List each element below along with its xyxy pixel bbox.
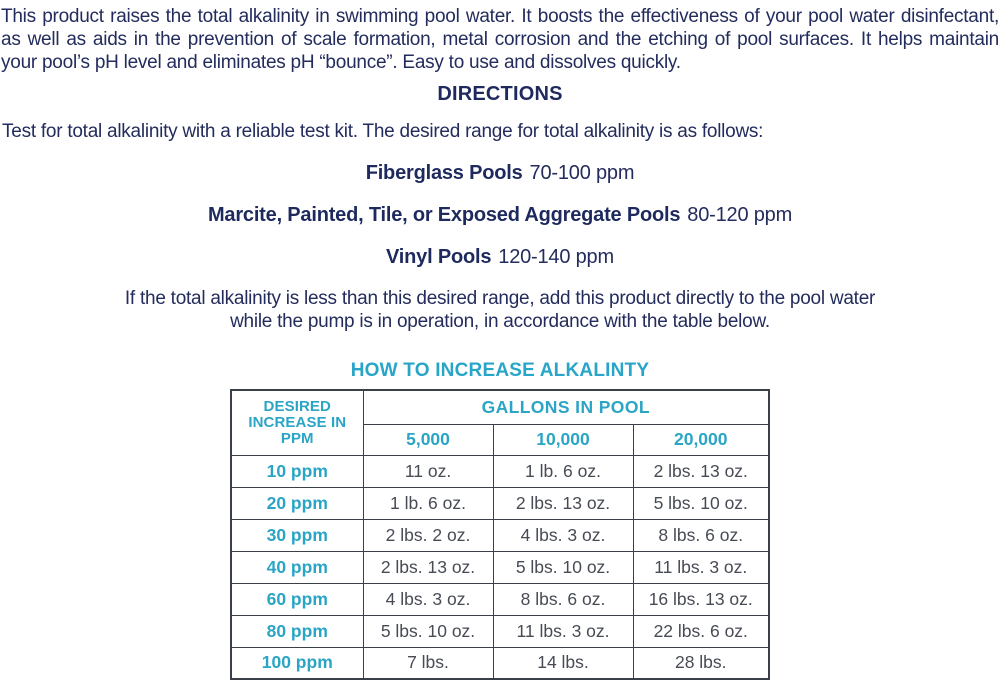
dose-cell: 7 lbs.	[363, 647, 493, 679]
dose-cell: 14 lbs.	[493, 647, 633, 679]
pool-range-value: 70-100 ppm	[529, 162, 635, 184]
table-header-row	[231, 390, 769, 424]
dose-cell: 4 lbs. 3 oz.	[493, 519, 633, 551]
table-row	[231, 647, 769, 679]
table-row	[231, 551, 769, 583]
alkalinity-dosing-table	[230, 389, 770, 680]
dose-cell: 11 lbs. 3 oz.	[633, 551, 769, 583]
dose-cell: 2 lbs. 13 oz.	[633, 455, 769, 487]
dose-cell: 22 lbs. 6 oz.	[633, 615, 769, 647]
dose-cell: 1 lb. 6 oz.	[363, 487, 493, 519]
dose-cell: 8 lbs. 6 oz.	[493, 583, 633, 615]
table-row	[231, 519, 769, 551]
table-title: HOW TO INCREASE ALKALINTY	[350, 360, 650, 381]
gallon-size-5000: 5,000	[363, 424, 493, 455]
dose-cell: 5 lbs. 10 oz.	[633, 487, 769, 519]
desired-increase-header: DESIRED INCREASE IN PPM	[231, 390, 363, 455]
dose-cell: 8 lbs. 6 oz.	[633, 519, 769, 551]
pool-range-marcite	[0, 204, 1000, 227]
ppm-cell: 60 ppm	[231, 583, 363, 615]
pool-range-fiberglass	[0, 162, 1000, 185]
table-row	[231, 615, 769, 647]
ppm-cell: 10 ppm	[231, 455, 363, 487]
ppm-cell: 80 ppm	[231, 615, 363, 647]
dose-cell: 11 oz.	[363, 455, 493, 487]
dose-cell: 11 lbs. 3 oz.	[493, 615, 633, 647]
ppm-cell: 20 ppm	[231, 487, 363, 519]
pool-range-value: 80-120 ppm	[687, 204, 793, 226]
dose-cell: 5 lbs. 10 oz.	[493, 551, 633, 583]
table-row	[231, 455, 769, 487]
dose-cell: 2 lbs. 13 oz.	[363, 551, 493, 583]
ppm-cell: 30 ppm	[231, 519, 363, 551]
pool-range-label: Vinyl Pools	[386, 246, 492, 268]
dosing-note: If the total alkalinity is less than this desired range, add this product directly to the pool water while the pump is in operation, in accordance with the table below.	[124, 288, 876, 332]
dose-cell: 2 lbs. 2 oz.	[363, 519, 493, 551]
gallon-size-10000: 10,000	[493, 424, 633, 455]
pool-range-vinyl	[0, 246, 1000, 269]
dose-cell: 2 lbs. 13 oz.	[493, 487, 633, 519]
dose-cell: 5 lbs. 10 oz.	[363, 615, 493, 647]
pool-range-label: Fiberglass Pools	[365, 162, 523, 184]
table-row	[231, 583, 769, 615]
pool-range-label: Marcite, Painted, Tile, or Exposed Aggregate Pools	[207, 204, 681, 226]
pool-range-value: 120-140 ppm	[498, 246, 614, 268]
test-instruction: Test for total alkalinity with a reliable test kit. The desired range for total alkalinity is as follows:	[2, 121, 764, 142]
ppm-cell: 40 ppm	[231, 551, 363, 583]
ppm-cell: 100 ppm	[231, 647, 363, 679]
dose-cell: 1 lb. 6 oz.	[493, 455, 633, 487]
dose-cell: 16 lbs. 13 oz.	[633, 583, 769, 615]
gallon-size-20000: 20,000	[633, 424, 769, 455]
dose-cell: 4 lbs. 3 oz.	[363, 583, 493, 615]
table-row	[231, 487, 769, 519]
dose-cell: 28 lbs.	[633, 647, 769, 679]
intro-paragraph: This product raises the total alkalinity in swimming pool water. It boosts the effectiveness of your pool water disinfectant, as well as aids in the prevention of scale formation, metal corrosion and the etching of pool surfaces. It helps maintain your pool’s pH level and eliminates pH “bounce”. Easy to use and dissolves quickly.	[1, 6, 999, 73]
directions-heading: DIRECTIONS	[437, 83, 563, 105]
gallons-in-pool-header: GALLONS IN POOL	[363, 390, 769, 424]
